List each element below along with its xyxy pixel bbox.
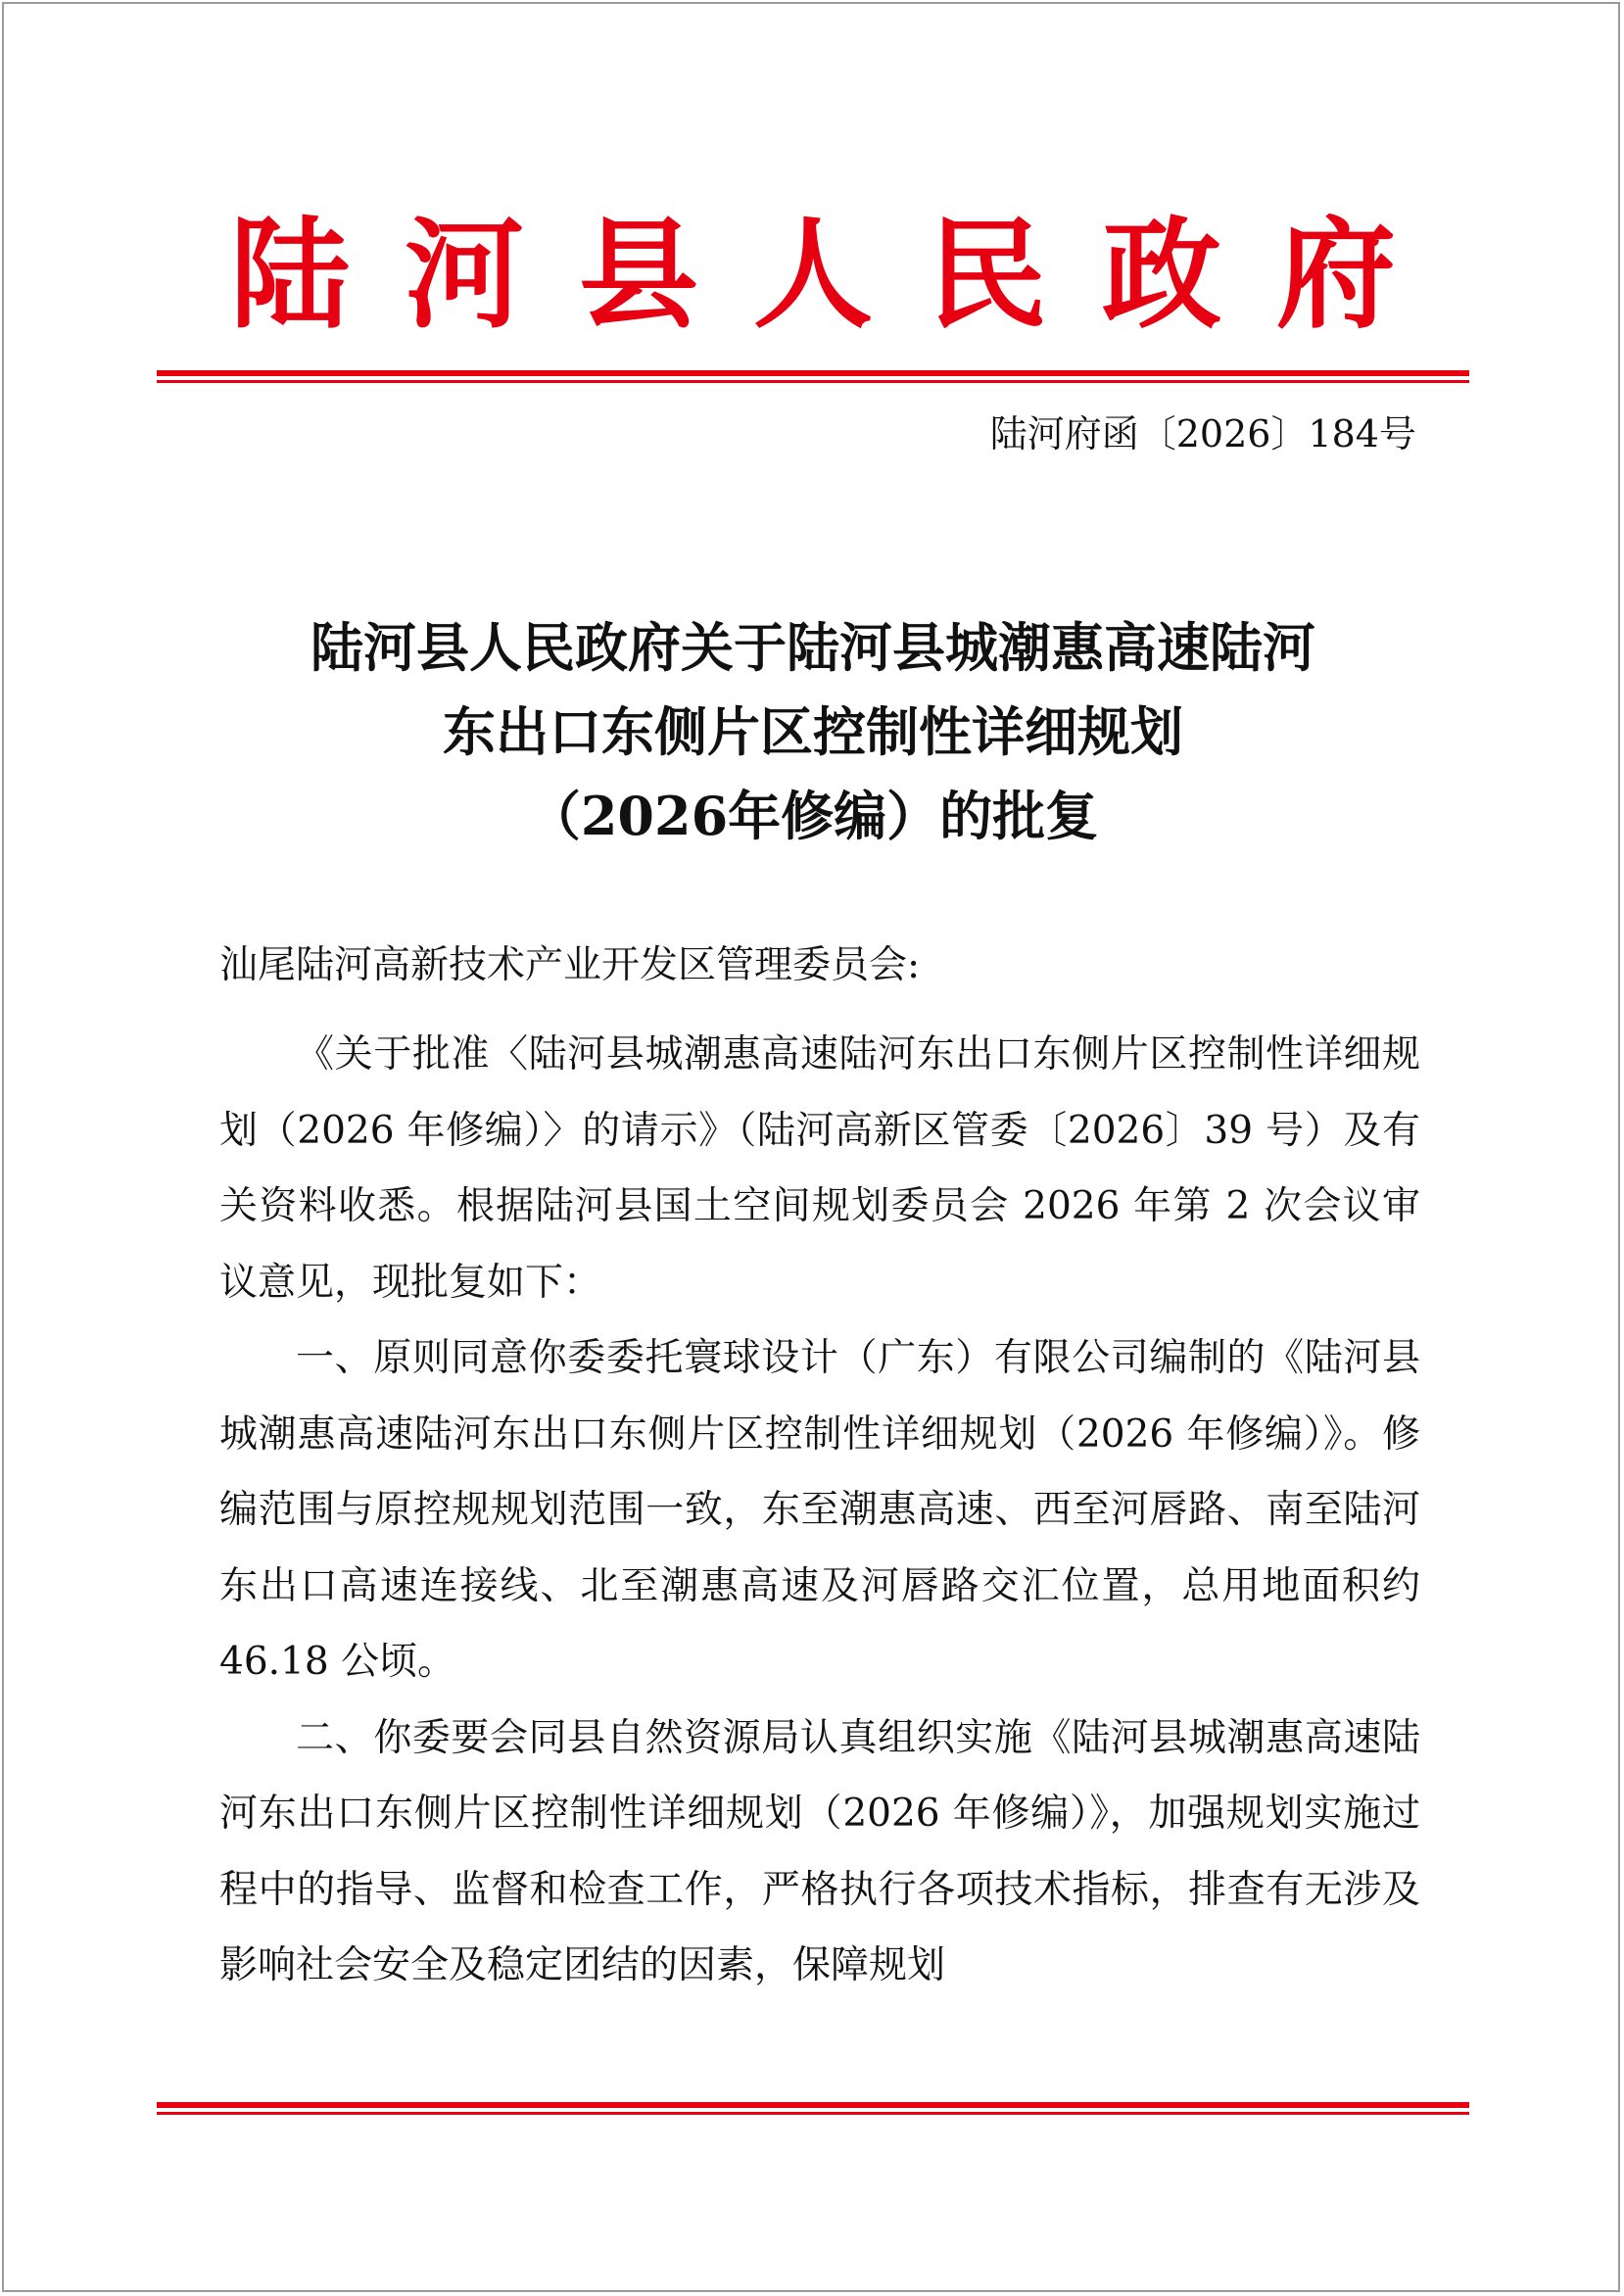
agency-header: 陆河县人民政府: [230, 204, 1451, 345]
body-paragraph-2: 一、原则同意你委委托寰球设计（广东）有限公司编制的《陆河县城潮惠高速陆河东出口东侧片区控制性详细规划（2026 年修编）》。修编范围与原控规规划范围一致，东至潮惠高速、西至河唇路、南至陆河东出口高速连接线、北至潮惠高速及河唇路交汇位置，总用地面积约 46.18 公顷。: [219, 1336, 1420, 1684]
header-red-rule: [157, 370, 1469, 383]
document-body: [219, 1017, 1420, 2004]
addressee: 汕尾陆河高新技术产业开发区管理委员会:: [219, 943, 921, 987]
document-number: 陆河府函〔2026〕184号: [989, 412, 1416, 455]
title-line-1: 陆河县人民政府关于陆河县城潮惠高速陆河: [310, 616, 1315, 679]
body-paragraph-3: 二、你委要会同县自然资源局认真组织实施《陆河县城潮惠高速陆河东出口东侧片区控制性详细规划（2026 年修编）》，加强规划实施过程中的指导、监督和检查工作，严格执行各项技术指标，排查有无涉及影响社会安全及稳定团结的因素，保障规划: [219, 1715, 1420, 1987]
title-line-2: 东出口东侧片区控制性详细规划: [443, 700, 1183, 763]
document-title: [176, 605, 1450, 858]
footer-red-rule: [157, 2102, 1469, 2115]
body-paragraph-1: 《关于批准〈陆河县城潮惠高速陆河东出口东侧片区控制性详细规划（2026 年修编）〉的请示》（陆河高新区管委〔2026〕39 号）及有关资料收悉。根据陆河县国土空间规划委员会 2026 年第 2 次会议审议意见，现批复如下：: [219, 1032, 1420, 1305]
title-line-3: （2026年修编）的批复: [527, 785, 1099, 847]
